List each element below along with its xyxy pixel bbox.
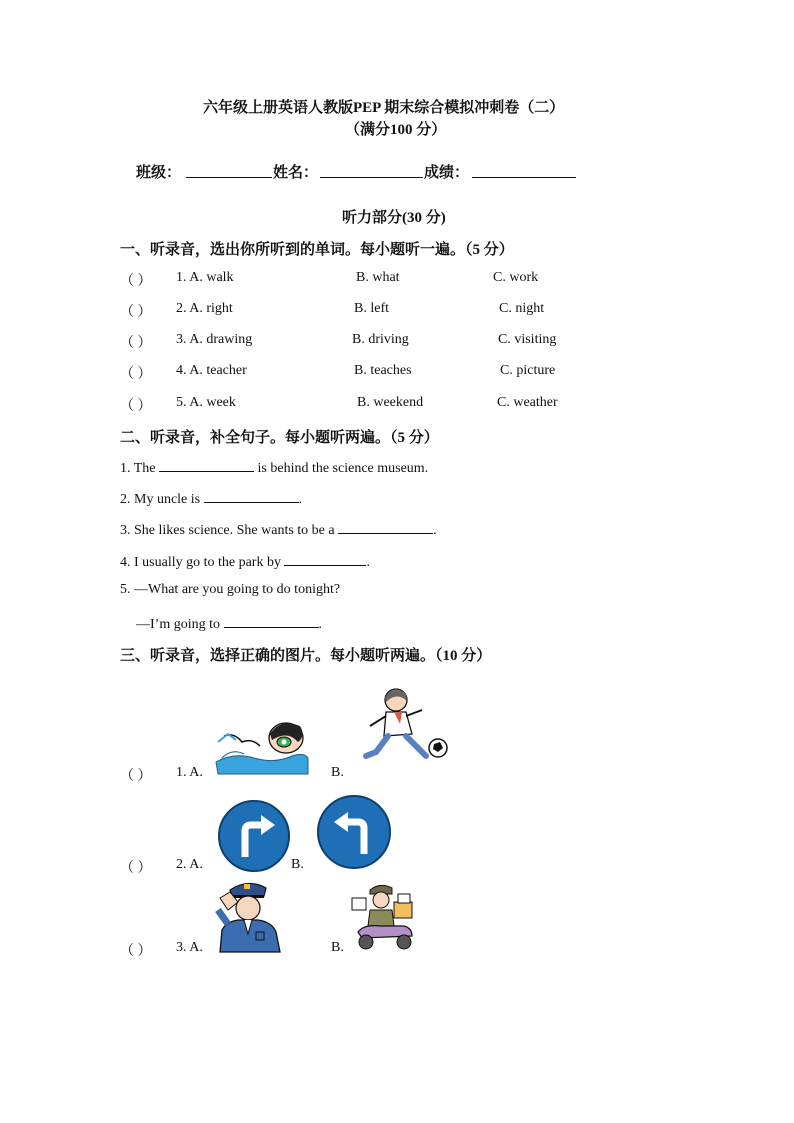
class-label: 班级： <box>136 165 182 181</box>
option-b: B. left <box>354 301 389 316</box>
sentence-pre: 3. She likes science. She wants to be a <box>120 523 335 538</box>
option-b: B. teaches <box>354 363 412 378</box>
option-a: 2. A. right <box>176 301 233 316</box>
page-title: 六年级上册英语人教版PEP 期末综合模拟冲刺卷（二） <box>203 100 565 116</box>
sentence-post: is behind the science museum. <box>257 461 429 476</box>
sentence-pre: 1. The <box>120 461 156 476</box>
option-b-label: B. <box>331 940 344 955</box>
option-a-label: 3. A. <box>176 940 203 955</box>
class-blank[interactable] <box>186 177 272 178</box>
sentence-pre: 4. I usually go to the park by <box>120 555 281 570</box>
option-c: C. weather <box>497 395 558 410</box>
option-c: C. night <box>499 301 545 316</box>
answer-blank[interactable] <box>204 488 299 503</box>
option-a: 5. A. week <box>176 395 236 410</box>
option-a: 3. A. drawing <box>176 332 253 347</box>
option-c: C. work <box>493 270 539 285</box>
option-a-label: 2. A. <box>176 857 203 872</box>
option-c: C. visiting <box>498 332 557 347</box>
answer-bracket[interactable]: （ ） <box>120 367 152 382</box>
swimming-boy-picture[interactable] <box>214 712 310 776</box>
option-b: B. weekend <box>357 395 424 410</box>
answer-blank[interactable] <box>224 613 319 628</box>
sentence-5-answer <box>136 613 322 633</box>
sentence-pre: 2. My uncle is <box>120 492 201 507</box>
answer-blank[interactable] <box>284 551 366 566</box>
sentence-4 <box>120 551 370 571</box>
answer-blank[interactable] <box>338 519 433 534</box>
sentence-post: . <box>318 617 322 632</box>
page-subtitle: （满分100 分） <box>345 122 447 138</box>
sentence-5-question <box>120 582 340 598</box>
sentence-pre: 5. —What are you going to do tonight? <box>120 582 341 597</box>
answer-bracket[interactable]: （ ） <box>120 944 152 959</box>
section3-title: 三、听录音，选择正确的图片。每小题听两遍。（10 分） <box>120 648 492 664</box>
name-label: 姓名： <box>273 165 319 181</box>
sentence-pre: —I’m going to <box>136 617 220 632</box>
score-blank[interactable] <box>472 177 576 178</box>
option-b-label: B. <box>291 857 304 872</box>
option-a: 1. A. walk <box>176 270 234 285</box>
option-b-label: B. <box>331 765 344 780</box>
delivery-man-scooter-picture[interactable] <box>350 880 418 952</box>
sentence-3 <box>120 519 437 539</box>
option-c: C. picture <box>500 363 556 378</box>
option-b: B. driving <box>352 332 409 347</box>
answer-bracket[interactable]: （ ） <box>120 305 152 320</box>
option-a-label: 1. A. <box>176 765 203 780</box>
score-label: 成绩： <box>424 165 470 181</box>
section1-title: 一、听录音，选出你所听到的单词。每小题听一遍。（5 分） <box>120 242 514 258</box>
answer-bracket[interactable]: （ ） <box>120 399 152 414</box>
name-blank[interactable] <box>320 177 423 178</box>
listening-title: 听力部分(30 分) <box>342 210 446 226</box>
sentence-post: . <box>433 523 437 538</box>
answer-bracket[interactable]: （ ） <box>120 769 152 784</box>
soccer-boy-picture[interactable] <box>356 686 452 770</box>
sentence-1 <box>120 457 428 477</box>
option-a: 4. A. teacher <box>176 363 247 378</box>
option-b: B. what <box>356 270 400 285</box>
turn-right-sign-picture[interactable] <box>217 799 291 873</box>
sentence-2 <box>120 488 302 508</box>
answer-bracket[interactable]: （ ） <box>120 336 152 351</box>
police-officer-picture[interactable] <box>214 876 284 952</box>
sentence-post: . <box>366 555 370 570</box>
answer-blank[interactable] <box>159 457 254 472</box>
section2-title: 二、听录音，补全句子。每小题听两遍。（5 分） <box>120 430 439 446</box>
sentence-post: . <box>298 492 303 507</box>
turn-left-sign-picture[interactable] <box>316 794 392 870</box>
answer-bracket[interactable]: （ ） <box>120 274 152 289</box>
answer-bracket[interactable]: （ ） <box>120 861 152 876</box>
